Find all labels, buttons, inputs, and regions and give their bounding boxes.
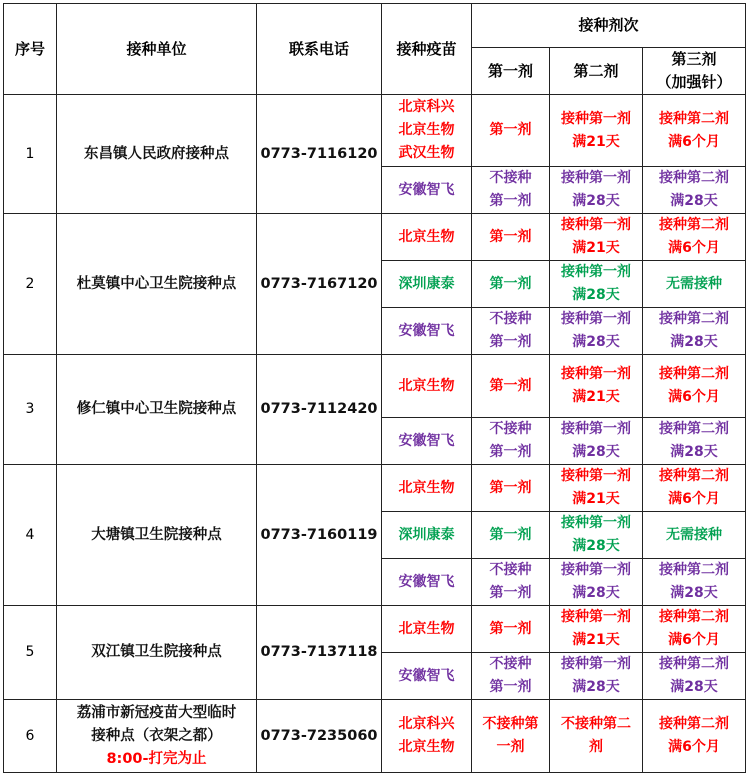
table-body bbox=[4, 95, 746, 773]
dose2-cell-line: 满28天 bbox=[572, 585, 620, 601]
vaccine-cell-line: 武汉生物 bbox=[398, 145, 455, 161]
dose1-cell bbox=[472, 653, 550, 700]
vaccine-cell bbox=[382, 261, 472, 308]
site-unit: 杜莫镇中心卫生院接种点 bbox=[57, 214, 257, 355]
dose3-cell bbox=[643, 308, 746, 355]
dose3-cell-line: 满28天 bbox=[670, 679, 718, 695]
header-dose1: 第一剂 bbox=[472, 48, 550, 95]
dose3-cell bbox=[643, 465, 746, 512]
site-seq: 5 bbox=[4, 606, 57, 700]
site-phone: 0773-7167120 bbox=[257, 214, 382, 355]
dose3-cell-line: 满28天 bbox=[670, 193, 718, 209]
site-seq: 1 bbox=[4, 95, 57, 214]
site-unit: 双江镇卫生院接种点 bbox=[57, 606, 257, 700]
site-phone: 0773-7137118 bbox=[257, 606, 382, 700]
site-unit: 东昌镇人民政府接种点 bbox=[57, 95, 257, 214]
table-row bbox=[4, 700, 746, 773]
dose2-cell-line: 剂 bbox=[589, 739, 603, 755]
site-unit: 大塘镇卫生院接种点 bbox=[57, 465, 257, 606]
dose2-cell bbox=[550, 512, 643, 559]
dose3-cell-line: 满6个月 bbox=[668, 240, 720, 256]
vaccine-cell bbox=[382, 214, 472, 261]
dose3-cell bbox=[643, 355, 746, 418]
dose2-cell-line: 接种第一剂 bbox=[561, 264, 631, 280]
site-phone: 0773-7116120 bbox=[257, 95, 382, 214]
dose2-cell-line: 接种第一剂 bbox=[561, 421, 631, 437]
header-vaccine: 接种疫苗 bbox=[382, 4, 472, 95]
site-hours-note: 8:00-打完为止 bbox=[106, 750, 207, 767]
dose2-cell-line: 满21天 bbox=[572, 491, 620, 507]
site-seq: 3 bbox=[4, 355, 57, 465]
dose3-cell-line: 满28天 bbox=[670, 585, 718, 601]
dose1-cell-line: 不接种第 bbox=[482, 716, 539, 732]
dose3-cell bbox=[643, 167, 746, 214]
dose3-cell bbox=[643, 606, 746, 653]
dose2-cell bbox=[550, 465, 643, 512]
dose3-cell-line: 无需接种 bbox=[666, 526, 722, 543]
dose2-cell bbox=[550, 167, 643, 214]
site-seq: 2 bbox=[4, 214, 57, 355]
dose2-cell-line: 接种第一剂 bbox=[561, 609, 631, 625]
dose1-cell-line: 不接种 bbox=[489, 311, 532, 327]
vaccine-cell-line: 安徽智飞 bbox=[398, 667, 455, 684]
dose1-cell bbox=[472, 167, 550, 214]
site-phone: 0773-7160119 bbox=[257, 465, 382, 606]
table-row bbox=[4, 95, 746, 167]
vaccine-cell-line: 深圳康泰 bbox=[398, 275, 455, 292]
dose1-cell bbox=[472, 418, 550, 465]
dose3-cell bbox=[643, 214, 746, 261]
dose1-cell-line: 不接种 bbox=[489, 562, 532, 578]
dose2-cell-line: 接种第一剂 bbox=[561, 366, 631, 382]
table-row bbox=[4, 355, 746, 418]
dose1-cell bbox=[472, 261, 550, 308]
dose3-cell bbox=[643, 559, 746, 606]
dose2-cell-line: 接种第一剂 bbox=[561, 217, 631, 233]
dose2-cell bbox=[550, 700, 643, 773]
vaccine-cell bbox=[382, 167, 472, 214]
dose1-cell-line: 第一剂 bbox=[489, 377, 532, 394]
dose3-cell-line: 满6个月 bbox=[668, 389, 720, 405]
header-doses: 接种剂次 bbox=[472, 4, 746, 48]
header-dose3-line2: （加强针） bbox=[656, 73, 732, 91]
vaccine-cell bbox=[382, 465, 472, 512]
vaccine-cell-line: 北京科兴 bbox=[398, 716, 455, 732]
dose3-cell bbox=[643, 512, 746, 559]
vaccine-cell-line: 北京生物 bbox=[398, 122, 455, 138]
header-seq: 序号 bbox=[4, 4, 57, 95]
dose2-cell bbox=[550, 214, 643, 261]
dose2-cell-line: 接种第一剂 bbox=[561, 110, 631, 127]
dose3-cell-line: 满6个月 bbox=[668, 133, 720, 150]
dose1-cell-line: 第一剂 bbox=[489, 275, 532, 292]
dose1-cell-line: 第一剂 bbox=[489, 526, 532, 543]
dose3-cell bbox=[643, 700, 746, 773]
dose2-cell bbox=[550, 261, 643, 308]
site-phone: 0773-7235060 bbox=[257, 700, 382, 773]
dose1-cell-line: 第一剂 bbox=[489, 193, 532, 209]
dose2-cell-line: 接种第一剂 bbox=[561, 562, 631, 578]
dose1-cell-line: 第一剂 bbox=[489, 620, 532, 637]
dose3-cell-line: 满6个月 bbox=[668, 632, 720, 648]
vaccine-cell bbox=[382, 700, 472, 773]
dose3-cell-line: 接种第二剂 bbox=[659, 562, 729, 578]
dose2-cell-line: 满21天 bbox=[572, 632, 620, 648]
dose1-cell bbox=[472, 308, 550, 355]
site-seq: 4 bbox=[4, 465, 57, 606]
vaccine-cell bbox=[382, 653, 472, 700]
header-dose3-line1: 第三剂 bbox=[671, 50, 717, 68]
vaccine-cell bbox=[382, 559, 472, 606]
dose3-cell-line: 接种第二剂 bbox=[659, 468, 729, 484]
dose2-cell bbox=[550, 559, 643, 606]
dose2-cell bbox=[550, 308, 643, 355]
dose2-cell-line: 接种第一剂 bbox=[561, 515, 631, 531]
vaccine-cell-line: 安徽智飞 bbox=[398, 432, 455, 449]
dose2-cell bbox=[550, 653, 643, 700]
dose2-cell-line: 接种第一剂 bbox=[561, 656, 631, 672]
vaccine-cell bbox=[382, 512, 472, 559]
dose3-cell-line: 满28天 bbox=[670, 334, 718, 350]
dose2-cell-line: 满21天 bbox=[572, 133, 620, 150]
dose1-cell bbox=[472, 214, 550, 261]
dose3-cell bbox=[643, 261, 746, 308]
dose1-cell-line: 不接种 bbox=[489, 421, 532, 437]
dose1-cell-line: 第一剂 bbox=[489, 679, 532, 695]
vaccine-cell bbox=[382, 418, 472, 465]
dose3-cell bbox=[643, 418, 746, 465]
dose1-cell-line: 第一剂 bbox=[489, 334, 532, 350]
dose1-cell bbox=[472, 559, 550, 606]
dose2-cell bbox=[550, 418, 643, 465]
dose3-cell-line: 接种第二剂 bbox=[659, 217, 729, 233]
vaccine-cell bbox=[382, 308, 472, 355]
vaccine-cell-line: 北京生物 bbox=[398, 228, 455, 245]
dose1-cell-line: 一剂 bbox=[496, 739, 525, 755]
vaccine-cell-line: 安徽智飞 bbox=[398, 181, 455, 198]
dose1-cell-line: 第一剂 bbox=[489, 585, 532, 601]
dose2-cell bbox=[550, 606, 643, 653]
dose1-cell-line: 第一剂 bbox=[489, 444, 532, 460]
site-phone: 0773-7112420 bbox=[257, 355, 382, 465]
site-unit bbox=[57, 700, 257, 773]
vaccine-cell bbox=[382, 355, 472, 418]
vaccine-cell-line: 深圳康泰 bbox=[398, 526, 455, 543]
dose2-cell-line: 满28天 bbox=[572, 679, 620, 695]
header-dose2: 第二剂 bbox=[550, 48, 643, 95]
dose1-cell bbox=[472, 700, 550, 773]
dose3-cell bbox=[643, 95, 746, 167]
dose3-cell bbox=[643, 653, 746, 700]
header-dose3 bbox=[643, 48, 746, 95]
header-unit: 接种单位 bbox=[57, 4, 257, 95]
dose3-cell-line: 接种第二剂 bbox=[659, 110, 729, 127]
dose2-cell-line: 接种第一剂 bbox=[561, 170, 631, 186]
vaccine-cell-line: 北京生物 bbox=[398, 377, 455, 394]
dose3-cell-line: 满28天 bbox=[670, 444, 718, 460]
dose2-cell-line: 满28天 bbox=[572, 538, 620, 554]
dose3-cell-line: 接种第二剂 bbox=[659, 170, 729, 186]
dose3-cell-line: 满6个月 bbox=[668, 491, 720, 507]
dose1-cell-line: 第一剂 bbox=[489, 122, 532, 138]
dose1-cell bbox=[472, 465, 550, 512]
vaccine-cell-line: 安徽智飞 bbox=[398, 322, 455, 339]
table-row bbox=[4, 606, 746, 653]
dose3-cell-line: 接种第二剂 bbox=[659, 421, 729, 437]
dose2-cell-line: 接种第一剂 bbox=[561, 311, 631, 327]
dose3-cell-line: 接种第二剂 bbox=[659, 311, 729, 327]
header-phone: 联系电话 bbox=[257, 4, 382, 95]
dose1-cell-line: 不接种 bbox=[489, 656, 532, 672]
dose1-cell-line: 第一剂 bbox=[489, 479, 532, 496]
dose2-cell-line: 满28天 bbox=[572, 193, 620, 209]
vaccine-cell-line: 北京生物 bbox=[398, 620, 455, 637]
vaccine-cell bbox=[382, 606, 472, 653]
site-unit-line: 接种点（衣架之都） bbox=[91, 727, 222, 744]
dose3-cell-line: 接种第二剂 bbox=[659, 366, 729, 382]
vaccination-schedule-table bbox=[3, 3, 746, 773]
dose2-cell bbox=[550, 95, 643, 167]
vaccine-cell-line: 北京生物 bbox=[398, 479, 455, 496]
dose2-cell-line: 不接种第二 bbox=[561, 716, 631, 732]
dose2-cell bbox=[550, 355, 643, 418]
dose2-cell-line: 满28天 bbox=[572, 444, 620, 460]
table-row bbox=[4, 214, 746, 261]
dose2-cell-line: 满21天 bbox=[572, 240, 620, 256]
dose3-cell-line: 接种第二剂 bbox=[659, 656, 729, 672]
dose1-cell-line: 不接种 bbox=[489, 170, 532, 186]
vaccine-cell-line: 北京生物 bbox=[398, 739, 455, 755]
dose2-cell-line: 接种第一剂 bbox=[561, 468, 631, 484]
dose1-cell bbox=[472, 355, 550, 418]
dose3-cell-line: 满6个月 bbox=[668, 739, 720, 755]
site-unit: 修仁镇中心卫生院接种点 bbox=[57, 355, 257, 465]
vaccine-cell-line: 北京科兴 bbox=[398, 99, 455, 115]
dose2-cell-line: 满21天 bbox=[572, 389, 620, 405]
vaccine-cell bbox=[382, 95, 472, 167]
dose3-cell-line: 接种第二剂 bbox=[659, 609, 729, 625]
dose3-cell-line: 接种第二剂 bbox=[659, 716, 729, 732]
site-unit-line: 荔浦市新冠疫苗大型临时 bbox=[76, 704, 237, 721]
dose3-cell-line: 无需接种 bbox=[666, 275, 722, 292]
site-seq: 6 bbox=[4, 700, 57, 773]
dose1-cell bbox=[472, 606, 550, 653]
dose1-cell-line: 第一剂 bbox=[489, 228, 532, 245]
dose1-cell bbox=[472, 95, 550, 167]
dose1-cell bbox=[472, 512, 550, 559]
vaccine-cell-line: 安徽智飞 bbox=[398, 573, 455, 590]
dose2-cell-line: 满28天 bbox=[572, 334, 620, 350]
table-row bbox=[4, 465, 746, 512]
dose2-cell-line: 满28天 bbox=[572, 287, 620, 303]
